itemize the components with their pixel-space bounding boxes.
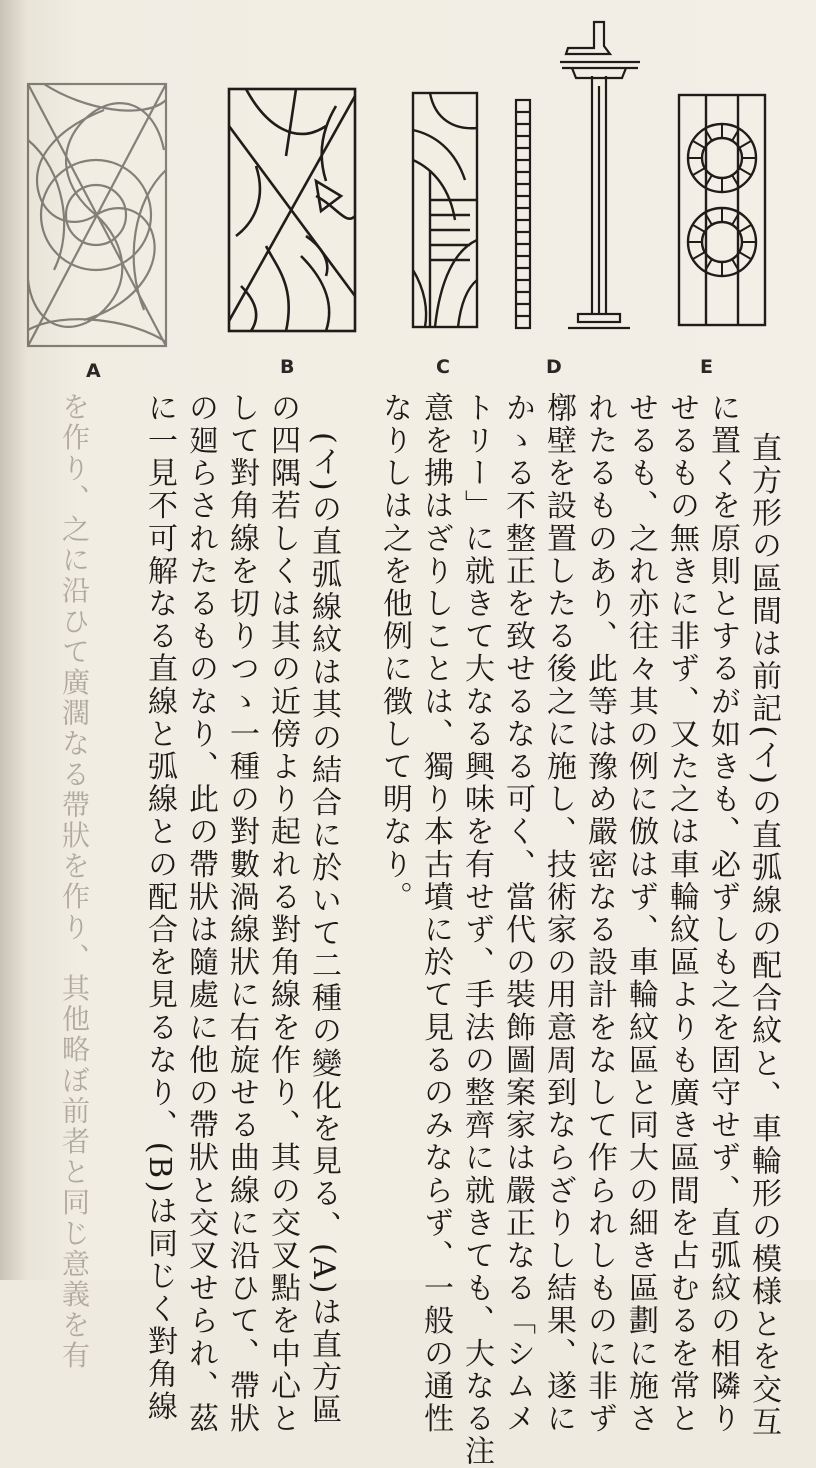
text-column-7: かゝる不整正を致せるなる可く、當代の裝飾圖案家は嚴正なる「シムメ	[500, 392, 535, 1436]
text-column-3: せるもの無きに非ず、又た之は車輪紋區よりも廣き區間を占むるを常と	[664, 392, 699, 1436]
figure-d-drawing	[506, 16, 656, 334]
figure-a	[24, 80, 170, 350]
figure-c	[410, 90, 480, 330]
figure-b-drawing	[226, 86, 358, 334]
text-column-5: れたるものあり、此等は豫め嚴密なる設計をなして作られしものに非ず	[582, 392, 617, 1436]
figure-e-drawing	[676, 92, 768, 328]
text-column-16-faded: を作り、之に沿ひて廣濶なる帶狀を作り、其他略ぼ前者と同じ意義を有	[58, 392, 91, 1372]
text-column-11: (イ)の直弧線紋は其の結合に於いて二種の變化を見る、(A)は直方區	[306, 432, 341, 1427]
text-column-4: せるも、之れ亦往々其の例に倣はず、車輪紋區と同大の細き區劃に施さ	[623, 392, 658, 1436]
text-column-14: の廻らされたるものなり、此の帶狀は隨處に他の帶狀と交叉せられ、茲	[183, 392, 218, 1436]
text-column-15: に一見不可解なる直線と弧線との配合を見るなり、(B)は同じく對角線	[142, 392, 177, 1424]
text-column-10: なりしは之を他例に徴して明なり。	[377, 392, 412, 914]
text-column-13: して對角線を切りつゝ一種の對數渦線狀に右旋せる曲線に沿ひて、帶狀	[224, 392, 259, 1436]
figure-d-label: D	[546, 356, 563, 378]
text-column-1: 直方形の區間は前記(イ)の直弧線の配合紋と、車輪形の模様とを交互	[746, 432, 781, 1439]
figure-e-label: E	[700, 356, 714, 378]
figure-a-drawing	[24, 80, 170, 350]
figure-b-label: B	[280, 356, 296, 378]
figure-d	[506, 16, 656, 334]
text-column-6: 槨壁を設置したる後之に施し、技術家の用意周到ならざりし結果、遂に	[541, 392, 576, 1436]
text-column-12: の四隅若しくは其の近傍より起れる對角線を作り、其の交叉點を中心と	[265, 392, 300, 1436]
text-column-2: に置くを原則とするが如きも、必ずしも之を固守せず、直弧紋の相隣り	[705, 392, 740, 1436]
figure-c-drawing	[410, 90, 480, 330]
text-column-9: 意を拂はざりしことは、獨り本古墳に於て見るのみならず、一般の通性	[418, 392, 453, 1436]
figure-e	[676, 92, 768, 328]
figure-c-label: C	[436, 356, 451, 378]
page-gutter-shadow	[0, 0, 26, 1280]
figure-a-label: A	[86, 360, 102, 382]
figure-b	[226, 86, 358, 334]
text-column-8: トリー」に就きて大なる興味を有せず、手法の整齊に就きても、大なる注	[459, 392, 494, 1468]
